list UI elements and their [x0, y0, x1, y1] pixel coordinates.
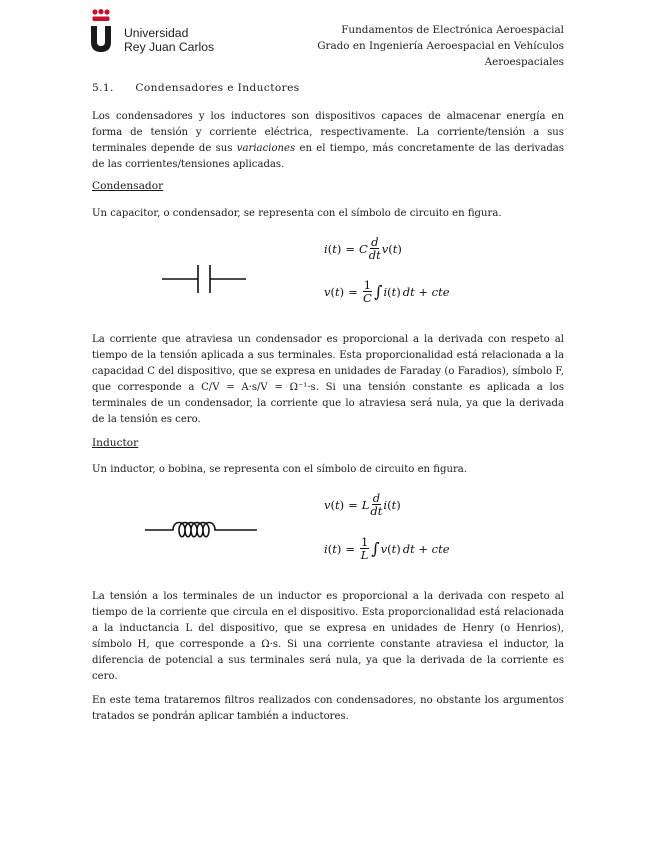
inductor-equation-current: i ( t ) = $\frac{1}{L}$ ∫ v ( t ) dt + cte	[324, 535, 450, 562]
intro-emphasis: variaciones	[236, 142, 296, 154]
inductor-explanation: La tensión a los terminales de un inductor es proporcional a la derivada con respeto al tiempo de la corriente que circula en el dispositivo. Esta proporcionalidad está relacionada a la inductancia L del dispositivo, que se expresa en unidades de Henry (o Henrios), símbolo H, que corresponde a Ω·s. Si una corriente constante atraviesa el inductor, la diferencia de potencial a sus terminales será nula, ya que la derivada de la corriente es cero.	[92, 591, 564, 682]
inductor-intro: Un inductor, o bobina, se representa con el símbolo de circuito en figura.	[92, 464, 468, 475]
inductor-heading: Inductor	[92, 437, 139, 449]
capacitor-symbol	[160, 262, 250, 296]
header-degree: Grado en Ingeniería Aeroespacial en Vehículos	[317, 40, 564, 53]
crown-icon	[90, 9, 112, 25]
header-degree-cont: Aeroespaciales	[484, 56, 564, 69]
u-mark-icon	[90, 26, 112, 52]
intro-text-1: Los condensadores y los inductores son dispositivos capaces de almacenar energía en forma de tensión y corriente eléctrica, respectivamente. La corriente/tensión a sus terminales depende de sus	[92, 111, 564, 154]
capacitor-explanation: La corriente que atraviesa un condensador es proporcional a la derivada con respeto al tiempo de la tensión aplicada a sus terminales. Esta proporcionalidad está relacionada a la capacidad C del dispositivo, que se expresa en unidades de Faraday (o Faradios), símbolo F, que corresponde a C/V = A·s/V = Ω⁻¹·s. Si una tensión constante es aplicada a los terminales de un condensador, la corriente que lo atraviesa será nula, ya que la derivada de la tensión es cero.	[92, 334, 564, 425]
intro-text-2: en el tiempo, más concretamente de las derivadas de las corrientes/tensiones aplicadas.	[92, 142, 564, 170]
course-header	[264, 22, 564, 71]
intro-paragraph	[92, 109, 564, 173]
capacitor-equation-voltage: v ( t ) = $\frac{1}{C}$ ∫ i ( t ) dt + cte	[324, 278, 450, 305]
logo-line-2: Rey Juan Carlos	[124, 40, 215, 54]
section-title: Condensadores e Inductores	[135, 82, 300, 94]
inductor-equation-voltage: v ( t ) = L $\frac{d}{dt}$ i ( t )	[324, 491, 401, 518]
closing-paragraph: En este tema trataremos filtros realizados con condensadores, no obstante los argumentos tratados se pondrán aplicar también a inductores.	[92, 695, 564, 722]
logo-line-1: Universidad	[124, 26, 189, 40]
university-logo	[90, 9, 220, 53]
section-number: 5.1.	[92, 82, 114, 94]
capacitor-heading: Condensador	[92, 180, 164, 192]
capacitor-equation-current: i ( t ) = C $\frac{d}{dt}$ v ( t )	[324, 235, 402, 262]
section-heading	[92, 82, 300, 94]
inductor-symbol	[143, 517, 259, 547]
capacitor-intro: Un capacitor, o condensador, se representa con el símbolo de circuito en figura.	[92, 208, 502, 219]
header-course-title: Fundamentos de Electrónica Aeroespacial	[341, 24, 564, 36]
